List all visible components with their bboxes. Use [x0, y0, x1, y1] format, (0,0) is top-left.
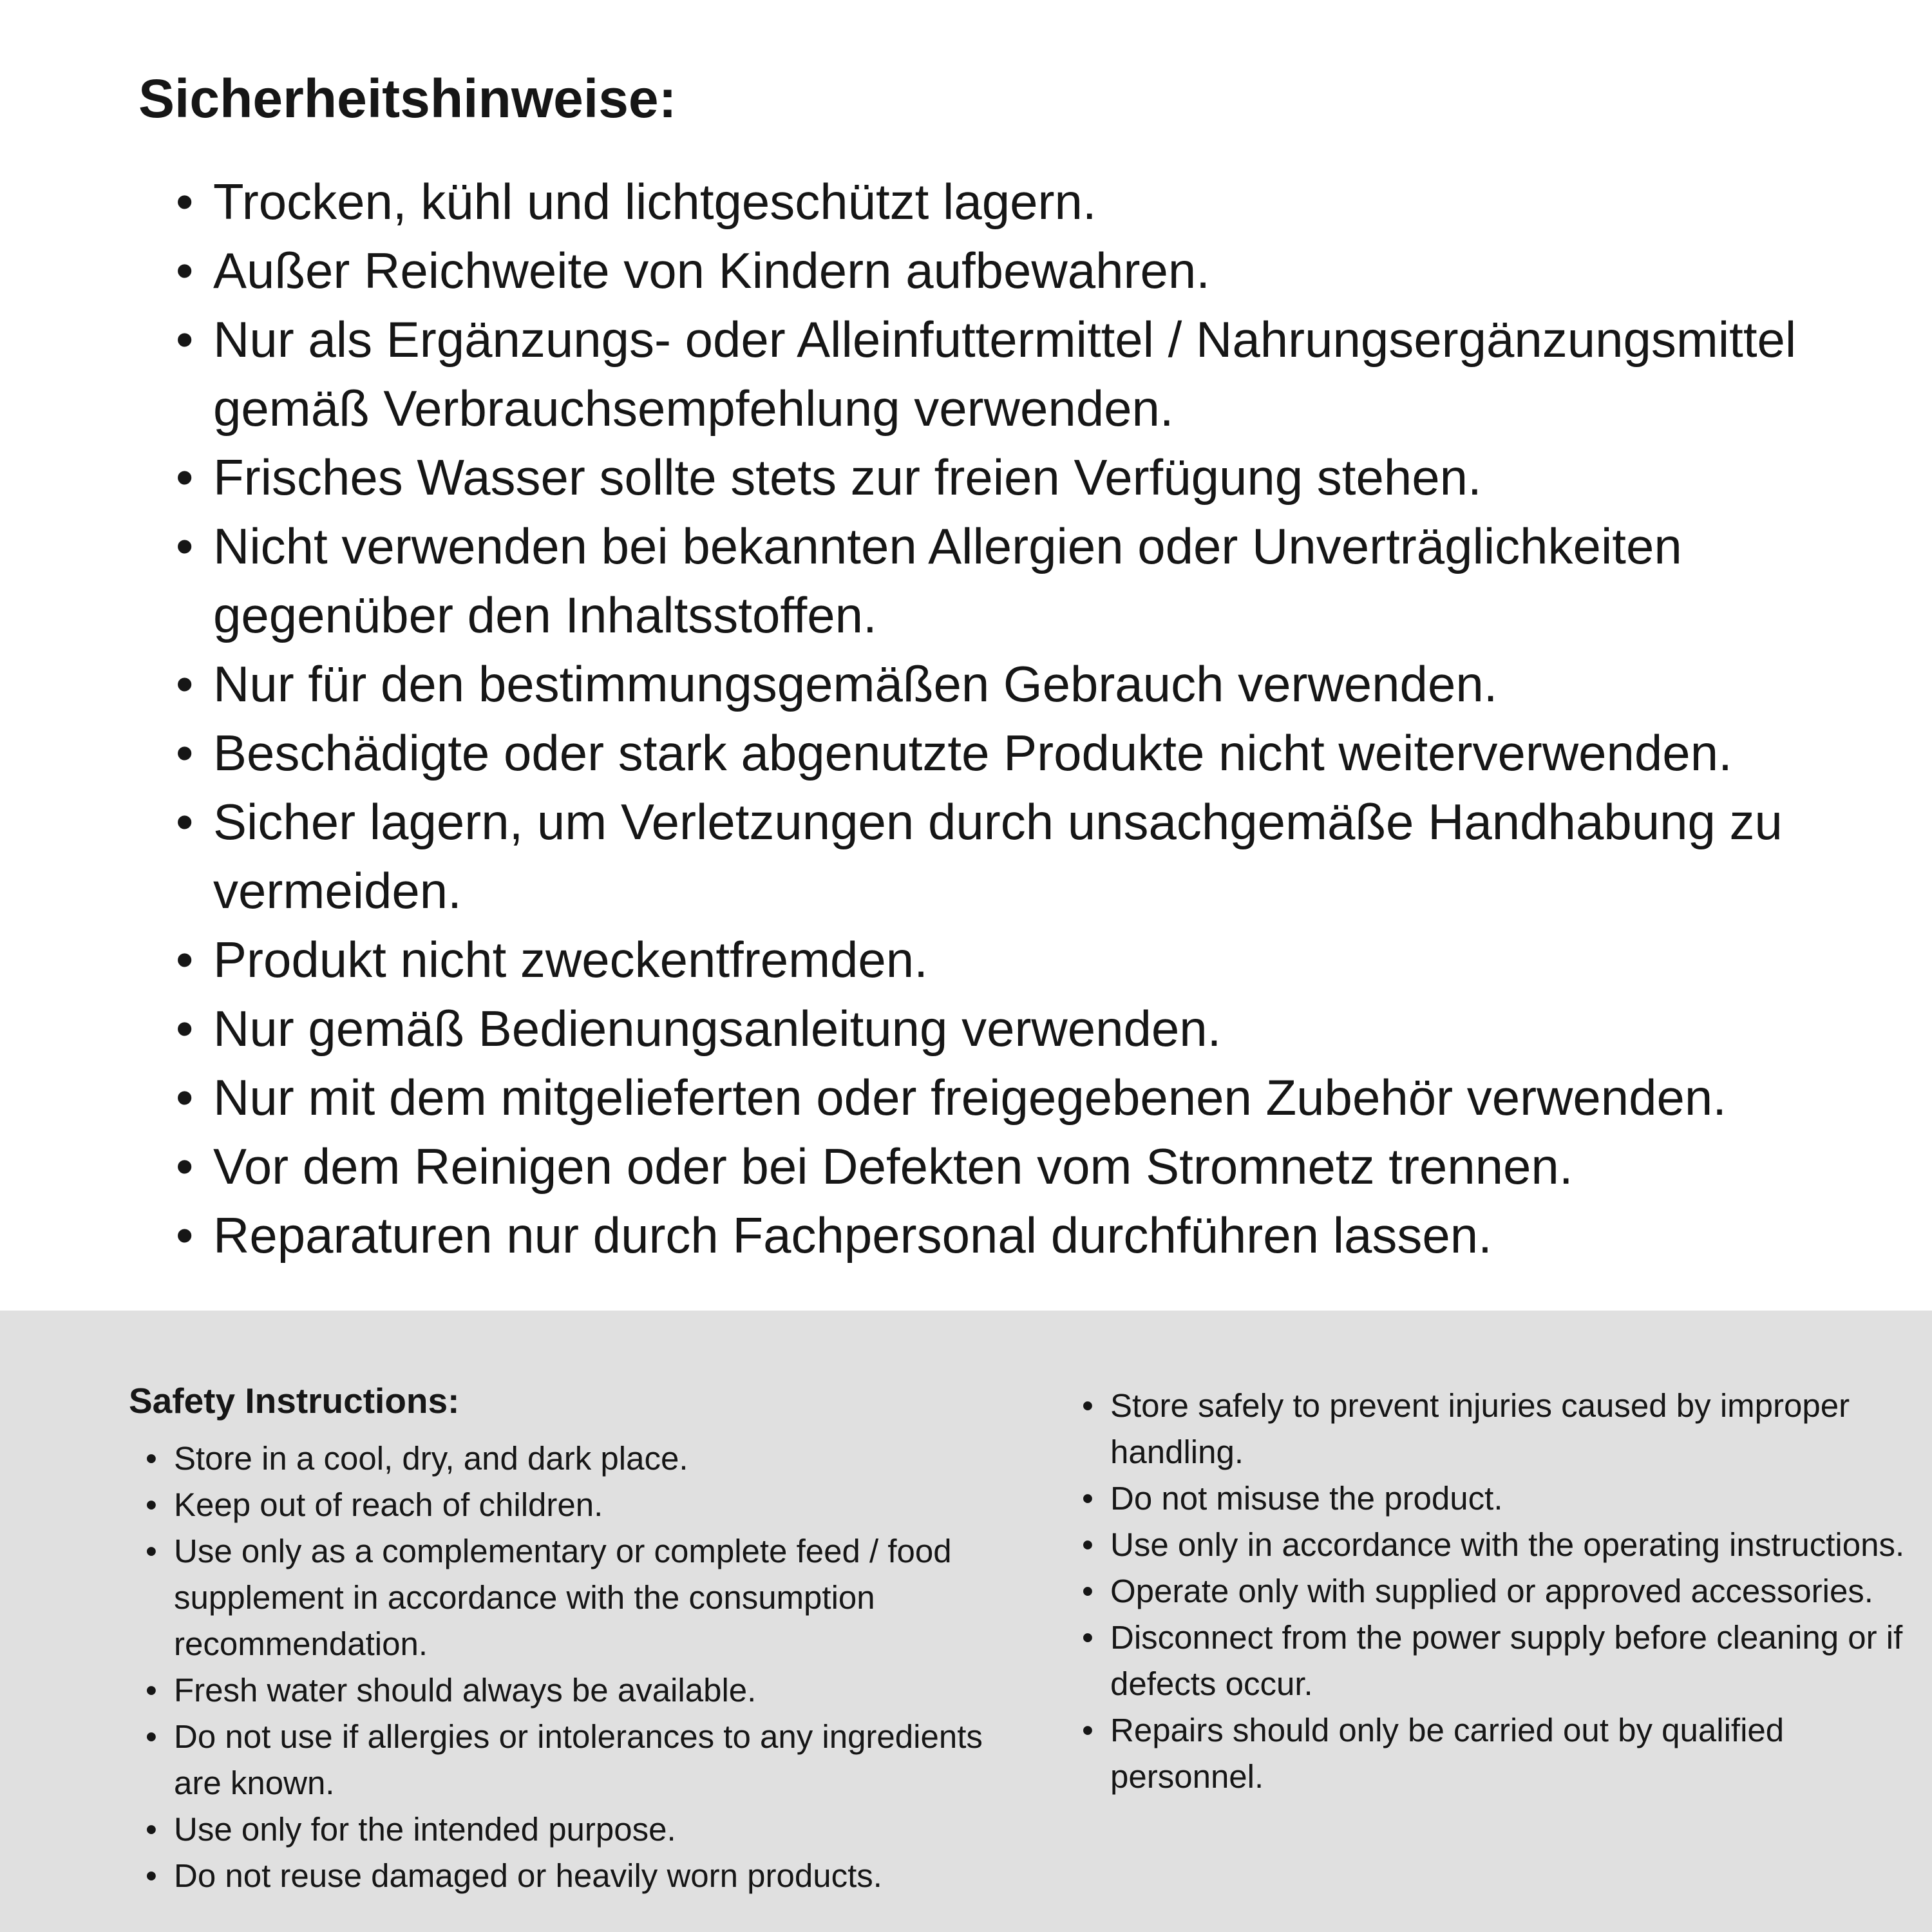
list-item: • Nur gemäß Bedienungsanleitung verwenden. — [176, 994, 1835, 1063]
list-item: • Reparaturen nur durch Fachpersonal durchführen lassen. — [176, 1201, 1835, 1270]
list-item: • Use only for the intended purpose. — [146, 1806, 985, 1853]
list-item: • Fresh water should always be available. — [146, 1667, 985, 1714]
english-right-list — [1082, 1383, 1913, 1800]
list-item: • Do not reuse damaged or heavily worn products. — [146, 1853, 985, 1899]
list-item: • Vor dem Reinigen oder bei Defekten vom Stromnetz trennen. — [176, 1132, 1835, 1201]
english-left-column — [129, 1380, 985, 1899]
list-item: • Nur als Ergänzungs- oder Alleinfuttermittel / Nahrungsergänzungsmittel gemäß Verbrauchsempfehlung verwenden. — [176, 305, 1835, 443]
list-item: • Repairs should only be carried out by qualified personnel. — [1082, 1707, 1913, 1800]
list-item: • Trocken, kühl und lichtgeschützt lagern. — [176, 167, 1835, 236]
list-item: • Operate only with supplied or approved accessories. — [1082, 1568, 1913, 1615]
list-item: • Beschädigte oder stark abgenutzte Produkte nicht weiterverwenden. — [176, 719, 1835, 788]
list-item: • Frisches Wasser sollte stets zur freien Verfügung stehen. — [176, 443, 1835, 512]
german-title: Sicherheitshinweise: — [138, 68, 677, 129]
list-item: • Store in a cool, dry, and dark place. — [146, 1435, 985, 1482]
list-item: • Nur mit dem mitgelieferten oder freigegebenen Zubehör verwenden. — [176, 1063, 1835, 1132]
list-item: • Nur für den bestimmungsgemäßen Gebrauch verwenden. — [176, 650, 1835, 719]
list-item: • Store safely to prevent injuries caused by improper handling. — [1082, 1383, 1913, 1475]
list-item: • Produkt nicht zweckentfremden. — [176, 925, 1835, 994]
list-item: • Keep out of reach of children. — [146, 1482, 985, 1528]
list-item: • Do not misuse the product. — [1082, 1475, 1913, 1522]
list-item: • Use only in accordance with the operating instructions. — [1082, 1522, 1913, 1568]
english-title: Safety Instructions: — [129, 1381, 460, 1421]
english-section — [0, 1311, 1932, 1932]
list-item: • Außer Reichweite von Kindern aufbewahren. — [176, 236, 1835, 305]
list-item: • Sicher lagern, um Verletzungen durch unsachgemäße Handhabung zu vermeiden. — [176, 788, 1835, 925]
list-item: • Nicht verwenden bei bekannten Allergien oder Unverträglichkeiten gegenüber den Inhaltsstoffen. — [176, 512, 1835, 650]
english-right-column — [1082, 1380, 1913, 1800]
list-item: • Do not use if allergies or intolerances to any ingredients are known. — [146, 1714, 985, 1806]
list-item: • Disconnect from the power supply before cleaning or if defects occur. — [1082, 1615, 1913, 1707]
german-instructions-list — [138, 167, 1835, 1270]
list-item: • Use only as a complementary or complete feed / food supplement in accordance with the consumption recommendation. — [146, 1528, 985, 1667]
english-left-list — [129, 1435, 985, 1899]
